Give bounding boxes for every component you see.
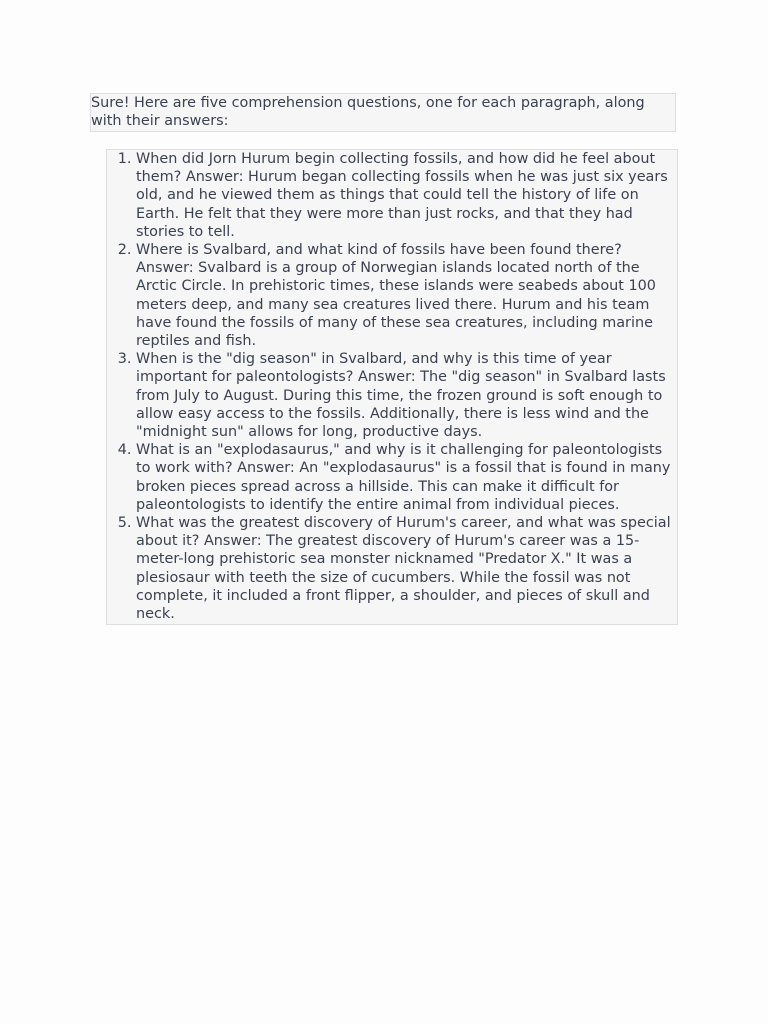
- question-item-2: 2. Where is Svalbard, and what kind of fossils have been found there? Answer: Svalbard is a group of Norwegian islands located north of the Arctic Circle. In prehistoric times, these islands were seabeds about 100 meters deep, and many sea creatures lived there. Hurum and his team have found the fossils of many of these sea creatures, including marine reptiles and fish.: [136, 241, 677, 350]
- questions-list: [106, 149, 678, 625]
- question-item-1: 1. When did Jorn Hurum begin collecting fossils, and how did he feel about them? Answer: Hurum began collecting fossils when he was just six years old, and he viewed them as things that could tell the history of life on Earth. He felt that they were more than just rocks, and that they had stories to tell.: [136, 150, 677, 241]
- question-item-3: 3. When is the "dig season" in Svalbard, and why is this time of year important for paleontologists? Answer: The "dig season" in Svalbard lasts from July to August. During this time, the frozen ground is soft enough to allow easy access to the fossils. Additionally, there is less wind and the "midnight sun" allows for long, productive days.: [136, 350, 677, 441]
- intro-paragraph: Sure! Here are five comprehension questions, one for each paragraph, along with their answers:: [90, 93, 676, 132]
- question-item-4: 4. What is an "explodasaurus," and why is it challenging for paleontologists to work with? Answer: An "explodasaurus" is a fossil that is found in many broken pieces spread across a hillside. This can make it difficult for paleontologists to identify the entire animal from individual pieces.: [136, 441, 677, 514]
- question-item-5: 5. What was the greatest discovery of Hurum's career, and what was special about it? Answer: The greatest discovery of Hurum's career was a 15-meter-long prehistoric sea monster nicknamed "Predator X." It was a plesiosaur with teeth the size of cucumbers. While the fossil was not complete, it included a front flipper, a shoulder, and pieces of skull and neck.: [136, 514, 677, 623]
